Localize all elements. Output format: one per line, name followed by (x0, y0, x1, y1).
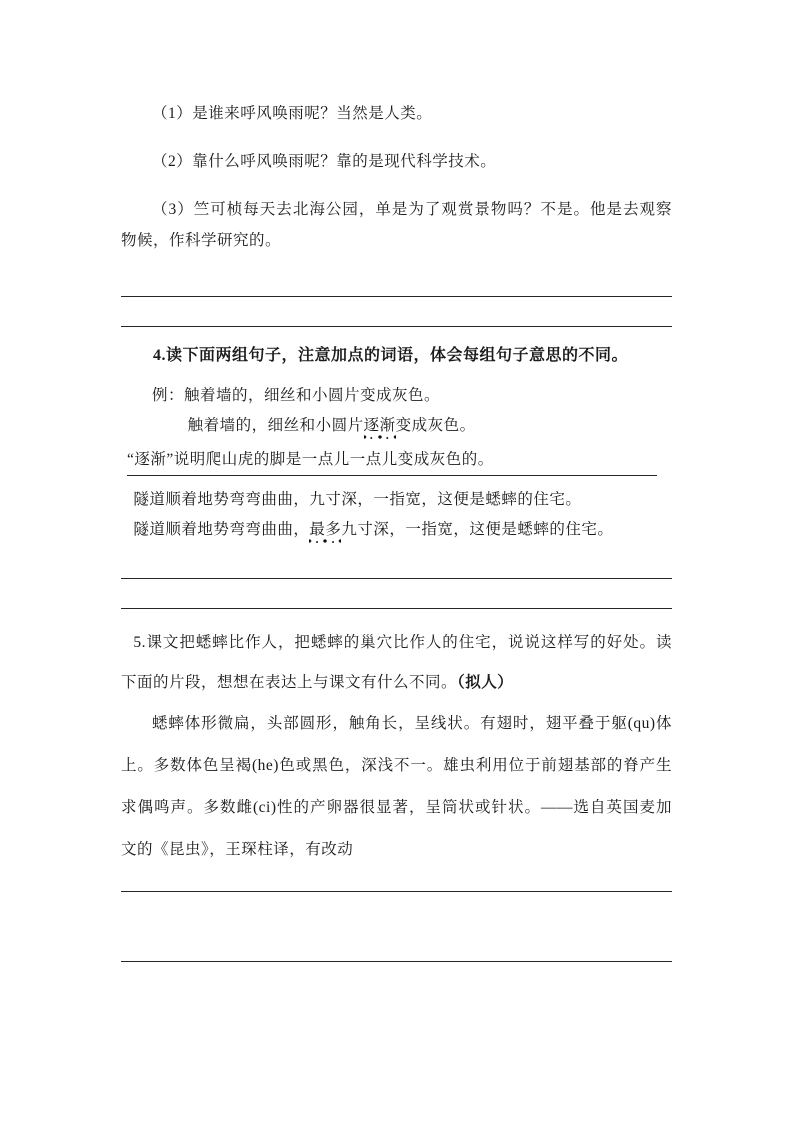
pair-sentence-a: 隧道顺着地势弯弯曲曲，九寸深，一指宽，这便是蟋蟀的住宅。 (133, 491, 582, 508)
answer-line (121, 296, 672, 297)
sentence-text: 九寸深，一指宽，这便是蟋蟀的住宅。 (341, 521, 614, 538)
pair-sentence-b (121, 515, 672, 547)
answer-item-2: （2）靠什么呼风唤雨呢？靠的是现代科学技术。 (152, 153, 497, 170)
sentence-text: 隧道顺着地势弯弯曲曲， (133, 521, 310, 538)
answer-line (121, 578, 672, 579)
example-sentence-a: 例：触着墙的，细丝和小圆片变成灰色。 (152, 387, 441, 404)
sentence-text: 变成灰色。 (395, 417, 476, 434)
question-4-heading: 4.读下面两组句子，注意加点的词语，体会每组句子意思的不同。 (153, 347, 629, 364)
answer-item-3: （3）竺可桢每天去北海公园，单是为了观赏景物吗？不是。他是去观察物候，作科学研究的。 (121, 201, 672, 249)
emphasized-word: 逐渐 (364, 417, 396, 440)
answer-item-1: （1）是谁来呼风唤雨呢？当然是人类。 (152, 105, 433, 122)
answer-line (121, 961, 672, 962)
question-text: 5.课文把蟋蟀比作人，把蟋蟀的巢穴比作人的住宅，说说这样写的好处。读下面的片段，想想在表达上与课文有什么不同。 (121, 634, 672, 691)
answer-line (121, 891, 672, 892)
reading-passage: 蟋蟀体形微扁，头部圆形，触角长，呈线状。有翅时，翅平叠于躯(qu)体上。多数体色呈褐(he)色或黑色，深浅不一。雄虫利用位于前翅基部的脊产生求偶鸣声。多数雌(ci)性的产卵器很显著，呈筒状或针状。——选自英国麦加文的《昆虫》，王琛柱译，有改动 (121, 715, 672, 858)
emphasized-term: （拟人） (457, 674, 514, 691)
answer-line (121, 326, 672, 327)
example-sentence-b (121, 411, 672, 443)
written-answer: “逐渐”说明爬山虎的脚是一点儿一点儿变成灰色的。 (127, 446, 657, 476)
sentence-text: 触着墙的，细丝和小圆片 (187, 417, 364, 434)
answer-line (121, 608, 672, 609)
question-5-heading (121, 623, 672, 703)
emphasized-word: 最多 (309, 521, 341, 544)
